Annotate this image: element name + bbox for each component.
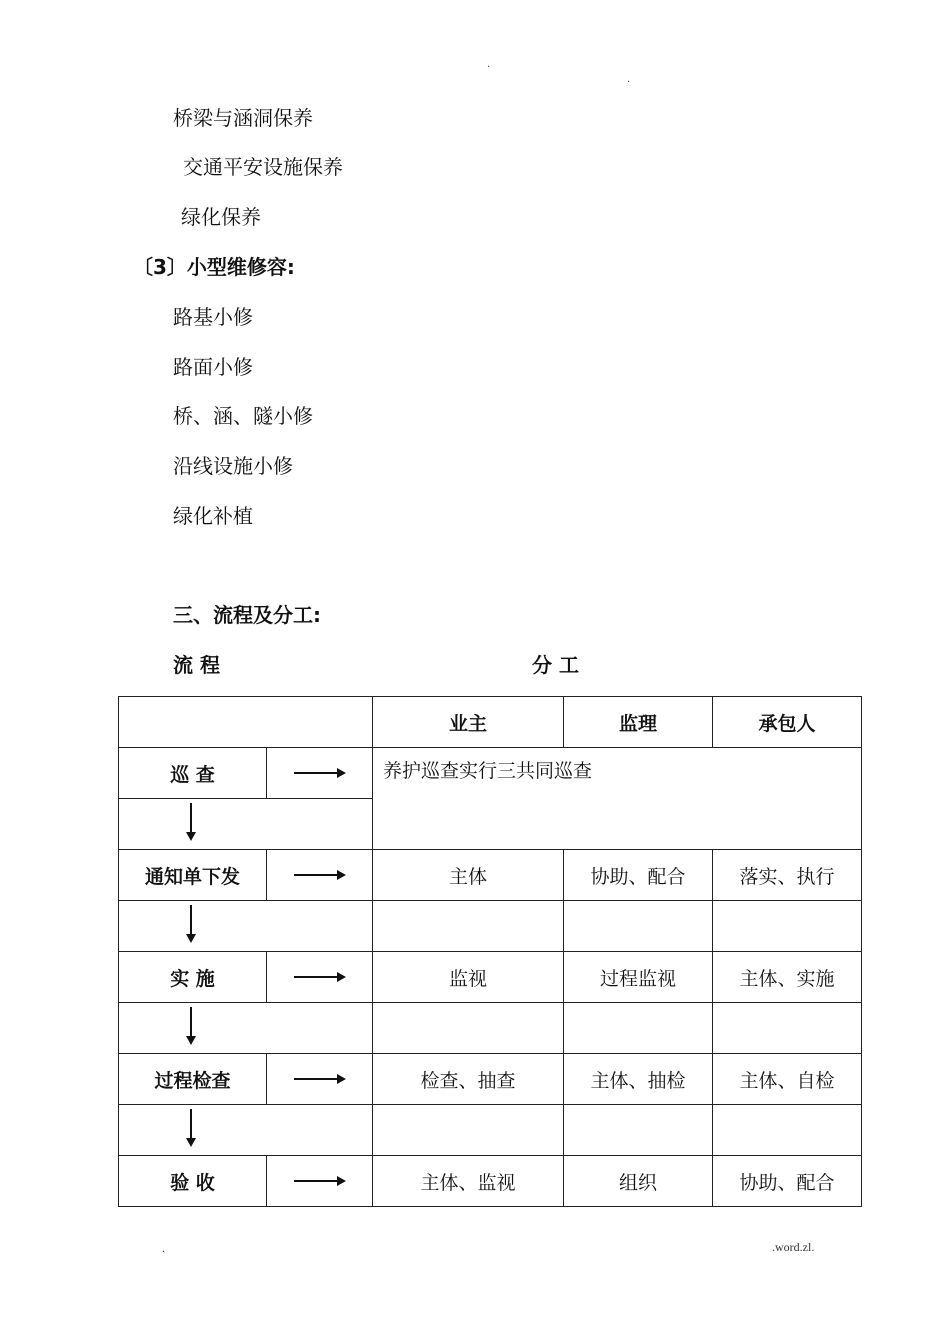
footer-dot: . [162, 1241, 165, 1255]
table-cell [373, 901, 564, 952]
table-cell [713, 1003, 862, 1054]
arrow-right-icon [294, 1073, 346, 1085]
table-row [119, 1054, 862, 1105]
header-contractor: 承包人 [713, 697, 862, 748]
supervisor-cell: 主体、抽检 [564, 1054, 713, 1105]
contractor-cell: 主体、实施 [713, 952, 862, 1003]
table-cell [713, 901, 862, 952]
owner-cell: 监视 [373, 952, 564, 1003]
list-item: 绿化保养 [181, 205, 261, 229]
step-label: 实 施 [119, 952, 267, 1003]
table-cell [564, 1105, 713, 1156]
list-item: 桥、涵、隧小修 [173, 404, 313, 428]
table-cell [119, 799, 373, 850]
table-cell [267, 952, 373, 1003]
list-item: 桥梁与涵洞保养 [173, 106, 313, 130]
owner-cell: 主体、监视 [373, 1156, 564, 1207]
supervisor-cell: 组织 [564, 1156, 713, 1207]
step-label: 过程检查 [119, 1054, 267, 1105]
arrow-right-icon [294, 971, 346, 983]
table-row [119, 901, 862, 952]
table-cell [119, 1003, 373, 1054]
owner-cell: 检查、抽查 [373, 1054, 564, 1105]
flow-column-label: 流 程 [173, 653, 220, 677]
table-cell [119, 901, 373, 952]
merged-note: 养护巡查实行三共同巡查 [373, 748, 862, 850]
arrow-right-icon [294, 1175, 346, 1187]
header-supervisor: 监理 [564, 697, 713, 748]
list-item: 路基小修 [173, 305, 253, 329]
arrow-down-icon [185, 905, 197, 943]
step-label: 巡 查 [119, 748, 267, 799]
arrow-down-icon [185, 1109, 197, 1147]
table-header-row [119, 697, 862, 748]
table-row [119, 952, 862, 1003]
contractor-cell: 主体、自检 [713, 1054, 862, 1105]
contractor-cell: 协助、配合 [713, 1156, 862, 1207]
contractor-cell: 落实、执行 [713, 850, 862, 901]
step-label: 通知单下发 [119, 850, 267, 901]
table-cell [267, 1054, 373, 1105]
arrow-down-icon [185, 803, 197, 841]
header-dot: . [627, 74, 631, 85]
table-cell [267, 1156, 373, 1207]
table-row [119, 1105, 862, 1156]
table-cell [713, 1105, 862, 1156]
list-item: 交通平安设施保养 [183, 155, 343, 179]
table-cell [373, 1003, 564, 1054]
table-row [119, 748, 862, 799]
list-item: 沿线设施小修 [173, 454, 293, 478]
table-row [119, 1156, 862, 1207]
table-cell [119, 1105, 373, 1156]
footer-mark: .word.zl. [772, 1240, 815, 1254]
supervisor-cell: 协助、配合 [564, 850, 713, 901]
supervisor-cell: 过程监视 [564, 952, 713, 1003]
table-cell [373, 1105, 564, 1156]
list-item: 路面小修 [173, 355, 253, 379]
table-cell [564, 1003, 713, 1054]
table-cell [267, 850, 373, 901]
table-row [119, 1003, 862, 1054]
table-cell [564, 901, 713, 952]
section-heading: 〔3〕小型维修容: [133, 255, 295, 279]
owner-cell: 主体 [373, 850, 564, 901]
flow-table [118, 696, 862, 1207]
list-item: 绿化补植 [173, 504, 253, 528]
arrow-right-icon [294, 869, 346, 881]
table-row [119, 850, 862, 901]
step-label: 验 收 [119, 1156, 267, 1207]
header-owner: 业主 [373, 697, 564, 748]
arrow-down-icon [185, 1007, 197, 1045]
section-heading: 三、流程及分工: [173, 603, 321, 627]
table-cell [119, 697, 373, 748]
arrow-right-icon [294, 767, 346, 779]
header-dot: . [487, 59, 491, 70]
division-column-label: 分 工 [532, 653, 579, 677]
table-cell [267, 748, 373, 799]
